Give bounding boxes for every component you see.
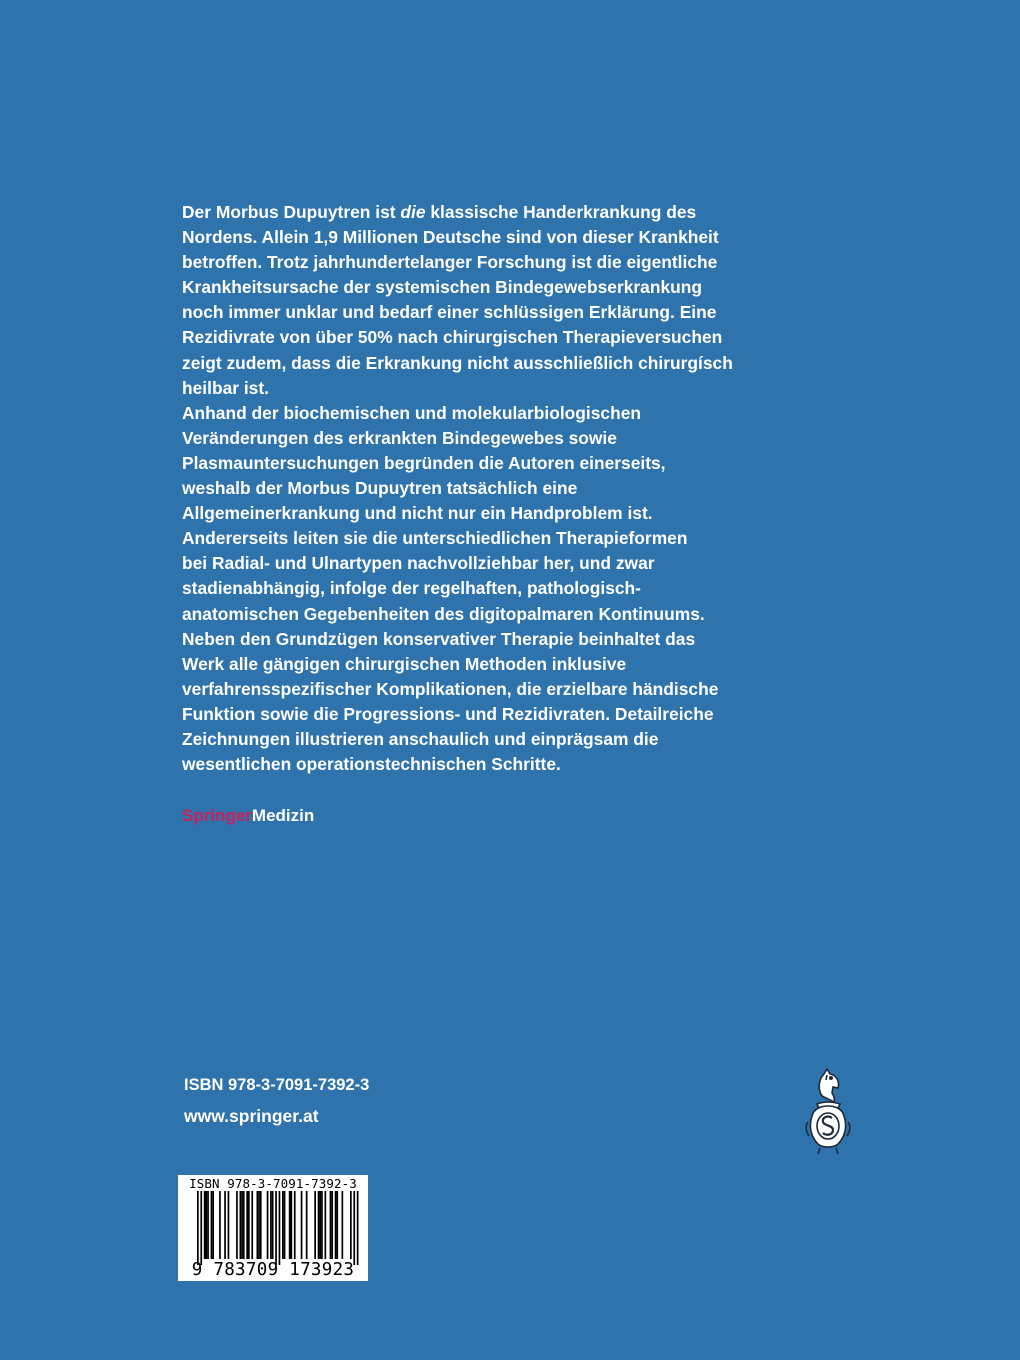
barcode-bar	[301, 1191, 303, 1259]
barcode-bar	[206, 1191, 208, 1259]
blurb-line: wesentlichen operationstechnischen Schritte.	[182, 754, 561, 775]
barcode-digits: 9 783709 173923	[191, 1260, 355, 1280]
barcode-bar	[240, 1191, 242, 1259]
cover-blurb	[182, 200, 822, 777]
blurb-line: bei Radial- und Ulnartypen nachvollziehbar her, und zwar	[182, 553, 655, 574]
barcode-bar	[275, 1191, 277, 1265]
blurb-line: Funktion sowie die Progressions- und Rezidivraten. Detailreiche	[182, 703, 714, 724]
barcode-bar	[336, 1191, 338, 1259]
barcode-bar	[357, 1191, 359, 1265]
blurb-line: Krankheitsursache der systemischen Bindegewebserkrankung	[182, 277, 702, 298]
barcode-bar	[251, 1191, 253, 1259]
barcode-bar	[353, 1191, 355, 1265]
barcode-bar	[197, 1191, 199, 1265]
blurb-line: verfahrensspezifischer Komplikationen, die erzielbare händische	[182, 678, 719, 699]
barcode-bar	[241, 1191, 243, 1259]
barcode-bar	[267, 1191, 269, 1259]
barcode-bar	[258, 1191, 260, 1259]
blurb-line: Werk alle gängigen chirurgischen Methoden inklusive	[182, 653, 627, 674]
barcode-bar	[219, 1191, 221, 1259]
blurb-line: Veränderungen des erkrankten Bindegewebes sowie	[182, 427, 617, 448]
barcode-bar	[236, 1191, 238, 1259]
blurb-line: weshalb der Morbus Dupuytren tatsächlich eine	[182, 478, 578, 499]
barcode-bar	[330, 1191, 332, 1259]
blurb-line: anatomischen Gegebenheiten des digitopalmaren Kontinuums.	[182, 603, 705, 624]
barcode-bar	[228, 1191, 230, 1259]
barcode-bar	[291, 1191, 293, 1259]
publisher-website[interactable]: www.springer.at	[184, 1106, 319, 1126]
barcode-bar	[342, 1191, 344, 1259]
barcode-isbn-text: ISBN 978-3-7091-7392-3	[189, 1176, 357, 1191]
barcode-bar	[204, 1191, 206, 1259]
barcode-bar	[279, 1191, 281, 1265]
barcode-bar	[272, 1191, 274, 1259]
blurb-line: zeigt zudem, dass die Erkrankung nicht ausschließlich chirurgísch	[182, 352, 733, 373]
barcode-bar	[211, 1191, 213, 1259]
barcode-bar	[200, 1191, 202, 1265]
blurb-line-1: Der Morbus Dupuytren ist die klassische Handerkrankung des	[182, 202, 697, 222]
blurb-line: Anhand der biochemischen und molekularbiologischen	[182, 402, 641, 423]
imprint-series: Medizin	[251, 806, 315, 825]
barcode-bar	[314, 1191, 316, 1259]
publisher-name: Springer	[182, 806, 252, 825]
blurb-line: betroffen. Trotz jahrhundertelanger Forschung ist die eigentliche	[182, 252, 718, 273]
blurb-line: stadienabhängig, infolge der regelhaften, pathologisch-	[182, 578, 641, 599]
blurb-line: Allgemeinerkrankung und nicht nur ein Handproblem ist.	[182, 503, 653, 524]
publisher-imprint	[182, 806, 314, 826]
barcode-bar	[248, 1191, 250, 1259]
blurb-line: heilbar ist.	[182, 377, 269, 398]
blurb-line: noch immer unklar und bedarf einer schlüssigen Erklärung. Eine	[182, 302, 717, 323]
barcode-bar	[243, 1191, 245, 1259]
barcode-bar	[318, 1191, 320, 1259]
barcode-bar	[212, 1191, 214, 1259]
barcode-bar	[246, 1191, 248, 1259]
blurb-line: Plasmauntersuchungen begründen die Autoren einerseits,	[182, 452, 666, 473]
barcode-bar	[260, 1191, 262, 1259]
barcode-bar	[289, 1191, 291, 1259]
blurb-line: Andererseits leiten sie die unterschiedlichen Therapieformen	[182, 528, 688, 549]
barcode-bar	[207, 1191, 209, 1259]
barcode-bar	[284, 1191, 286, 1259]
isbn-label: ISBN 978-3-7091-7392-3	[184, 1076, 370, 1094]
springer-chess-knight-logo-icon	[800, 1066, 856, 1156]
barcode-bar	[331, 1191, 333, 1259]
blurb-line: Nordens. Allein 1,9 Millionen Deutsche sind von dieser Krankheit	[182, 227, 719, 248]
barcode-bar	[321, 1191, 323, 1259]
barcode-bar	[270, 1191, 272, 1259]
blurb-line: Zeichnungen illustrieren anschaulich und einprägsam die	[182, 728, 659, 749]
barcode-bar	[335, 1191, 337, 1259]
blurb-line: Neben den Grundzügen konservativer Therapie beinhaltet das	[182, 628, 696, 649]
barcode-bar	[282, 1191, 284, 1259]
barcode-bar	[294, 1191, 296, 1259]
barcode-bar	[319, 1191, 321, 1259]
barcode-bar	[325, 1191, 327, 1259]
isbn-barcode	[178, 1175, 368, 1281]
barcode-bar	[306, 1191, 308, 1259]
barcode-bar	[224, 1191, 226, 1259]
barcode-bar	[350, 1191, 352, 1259]
barcode-bar	[257, 1191, 259, 1259]
blurb-line: Rezidivrate von über 50% nach chirurgischen Therapieversuchen	[182, 327, 723, 348]
